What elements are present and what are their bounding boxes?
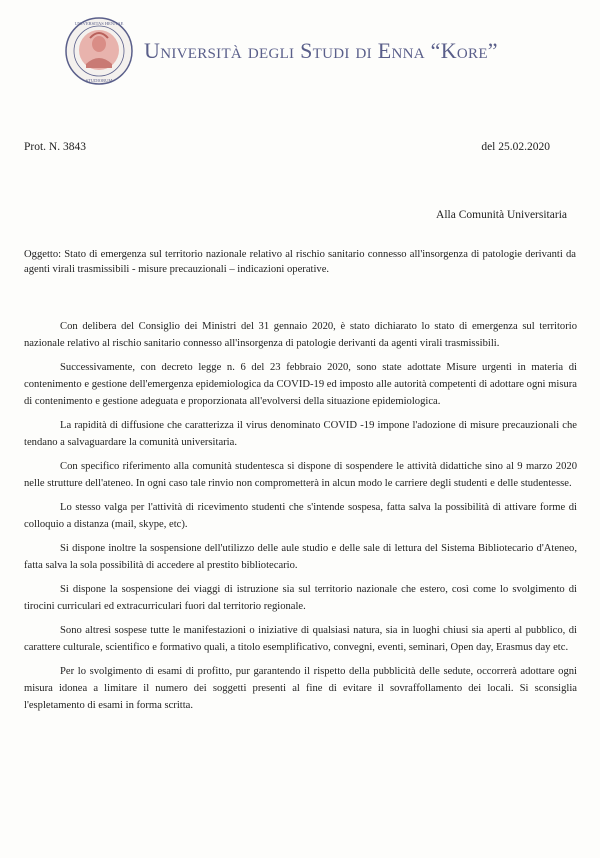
recipient: Alla Comunità Universitaria <box>436 209 567 221</box>
letterhead <box>64 16 584 88</box>
letter-body <box>24 318 577 721</box>
paragraph: La rapidità di diffusione che caratterizza il virus denominato COVID -19 impone l'adozione di misure precauzionali che tendano a salvaguardare la comunità universitaria. <box>24 420 577 448</box>
paragraph: Con delibera del Consiglio dei Ministri del 31 gennaio 2020, è stato dichiarato lo stato di emergenza sul territorio nazionale relativo al rischio sanitario connesso all'insorgenza di patologie derivanti da agenti virali trasmissibili. <box>24 321 577 349</box>
svg-text:UNIVERSITAS HENNAE: UNIVERSITAS HENNAE <box>74 21 124 26</box>
paragraph: Successivamente, con decreto legge n. 6 del 23 febbraio 2020, sono state adottate Misure urgenti in materia di contenimento e gestione dell'emergenza epidemiologica da COVID-19 ed imposto alle autorità competenti di adottare ogni misura di contenimento e gestione adeguata e proporzionata all'evolversi della situazione epidemiologica. <box>24 362 577 407</box>
subject-line: Oggetto: Stato di emergenza sul territorio nazionale relativo al rischio sanitario connesso all'insorgenza di patologie derivanti da agenti virali trasmissibili - misure precauzionali – indicazioni operative. <box>24 249 576 275</box>
svg-text:STUDIORUM: STUDIORUM <box>85 78 113 83</box>
protocol-number: Prot. N. 3843 <box>24 141 86 153</box>
paragraph: Si dispone la sospensione dei viaggi di istruzione sia sul territorio nazionale che estero, così come lo svolgimento di tirocini curriculari ed extracurriculari fuori dal territorio regionale. <box>24 584 577 612</box>
letter-date: del 25.02.2020 <box>481 141 550 153</box>
paragraph: Sono altresì sospese tutte le manifestazioni o iniziative di qualsiasi natura, sia in luoghi chiusi sia aperti al pubblico, di carattere culturale, scientifico e formativo quali, a titolo esemplificativo, convegni, eventi, seminari, Open day, Erasmus day etc. <box>24 625 577 653</box>
paragraph: Con specifico riferimento alla comunità studentesca si dispone di sospendere le attività didattiche sino al 9 marzo 2020 nelle strutture dell'ateneo. In ogni caso tale rinvio non comprometterà in alcun modo le carriere degli studenti e delle studentesse. <box>24 461 577 489</box>
university-seal-icon <box>64 16 134 86</box>
university-name: Università degli Studi di Enna “Kore” <box>144 38 498 63</box>
paragraph: Lo stesso valga per l'attività di ricevimento studenti che s'intende sospesa, fatta salva la possibilità di attivare forme di colloquio a distanza (mail, skype, etc). <box>24 502 577 530</box>
paragraph: Si dispone inoltre la sospensione dell'utilizzo delle aule studio e delle sale di lettura del Sistema Bibliotecario d'Ateneo, fatta salva la sola possibilità di accedere al prestito bibliotecario. <box>24 543 577 571</box>
paragraph: Per lo svolgimento di esami di profitto, pur garantendo il rispetto della pubblicità delle sedute, occorrerà adottare ogni misura idonea a limitare il numero dei soggetti presenti al fine di evitare il sovraffollamento dei locali. Si sconsiglia l'espletamento di esami in forma scritta. <box>24 666 577 711</box>
